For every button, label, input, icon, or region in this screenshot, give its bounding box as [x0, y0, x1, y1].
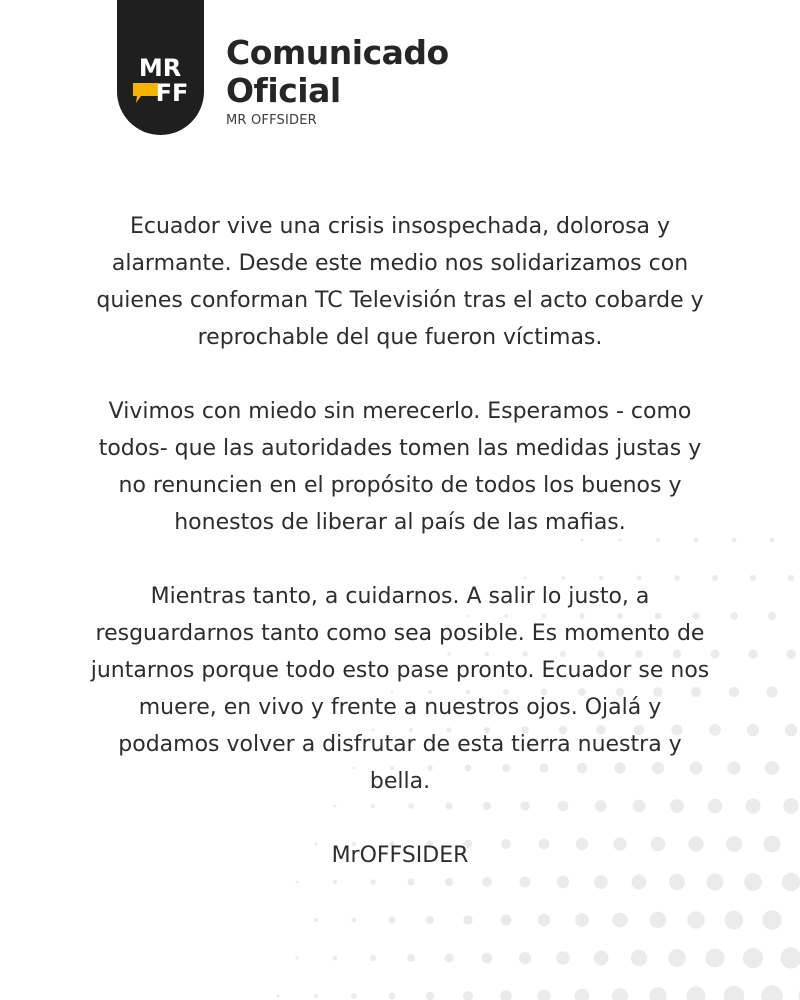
mr-offsider-logo — [117, 0, 204, 135]
halftone-dot — [463, 915, 473, 925]
halftone-dot — [761, 985, 783, 1000]
halftone-dot — [730, 612, 738, 620]
halftone-dot — [732, 538, 737, 543]
page-subtitle: MR OFFSIDER — [226, 113, 317, 128]
statement-paragraph-2: Vivimos con miedo sin merecerlo. Esperamos - como todos- que las autoridades tomen las medidas justas y no renuncien en el propósito de todos los buenos y honestos de liberar al país de las mafias. — [98, 399, 702, 535]
halftone-dot — [575, 913, 589, 927]
halftone-dot — [351, 917, 356, 922]
halftone-dot — [519, 952, 531, 964]
halftone-dot — [444, 953, 453, 962]
halftone-dot — [575, 989, 590, 1000]
halftone-dot — [407, 954, 415, 962]
halftone-dot — [743, 948, 763, 968]
halftone-dot — [744, 873, 762, 891]
halftone-dot — [765, 761, 779, 775]
halftone-dot — [314, 994, 318, 998]
header — [0, 0, 800, 150]
halftone-dot — [767, 687, 778, 698]
halftone-dot — [612, 912, 627, 927]
statement-paragraph-1: Ecuador vive una crisis insospechada, dolorosa y alarmante. Desde este medio nos solidarizamos con quienes conforman TC Televisión tras el acto cobarde y reprochable del que fueron víctimas. — [96, 214, 704, 350]
halftone-dot — [706, 873, 723, 890]
halftone-dot — [594, 951, 609, 966]
halftone-dot — [727, 761, 740, 774]
logo-mark — [117, 0, 204, 135]
halftone-dot — [649, 987, 667, 1000]
halftone-dot — [780, 947, 800, 968]
halftone-dot — [747, 724, 759, 736]
page-title-line-1: Comunicado — [226, 33, 449, 72]
halftone-dot — [445, 878, 453, 886]
halftone-dot — [556, 951, 570, 965]
halftone-dot — [687, 911, 705, 929]
speech-bubble-icon — [133, 83, 158, 103]
halftone-dot — [705, 948, 724, 967]
halftone-dot — [333, 880, 337, 884]
halftone-dot — [768, 612, 776, 620]
halftone-dot — [782, 873, 800, 891]
halftone-dot — [726, 836, 742, 852]
halftone-dot — [687, 987, 706, 1000]
halftone-dot — [482, 877, 492, 887]
halftone-dot — [296, 881, 299, 884]
halftone-dot — [750, 575, 756, 581]
halftone-dot — [712, 575, 718, 581]
halftone-dot — [785, 724, 798, 737]
halftone-dot — [389, 917, 396, 924]
halftone-dot — [388, 992, 395, 999]
statement-paragraph-3: Mientras tanto, a cuidarnos. A salir lo justo, a resguardarnos tanto como sea posible. Es momento de juntarnos porque todo esto pase pronto. Ecuador se nos muere, en vivo y frente a nuestros ojos. Ojalá y podamos volver a disfrutar de esta tierra nuestra y bella. — [90, 584, 710, 794]
logo-text-top: MR — [138, 54, 182, 82]
halftone-dot — [725, 911, 744, 930]
halftone-dot — [632, 875, 647, 890]
halftone-dot — [786, 649, 796, 659]
halftone-dot — [408, 879, 415, 886]
halftone-dot — [748, 649, 757, 658]
halftone-dot — [370, 955, 376, 961]
halftone-dot — [612, 988, 628, 1000]
page-title-line-2: Oficial — [226, 71, 341, 110]
halftone-dot — [769, 537, 774, 542]
halftone-dot — [519, 876, 530, 887]
logo-text-bottom: FF — [155, 79, 189, 107]
halftone-dot — [463, 991, 473, 1000]
halftone-dot — [333, 956, 338, 961]
halftone-dot — [482, 953, 493, 964]
title-block — [226, 34, 449, 128]
statement-body — [90, 208, 710, 874]
halftone-dot — [295, 956, 298, 959]
halftone-dot — [709, 724, 721, 736]
halftone-dot — [729, 687, 740, 698]
halftone-dot — [711, 650, 720, 659]
halftone-dot — [277, 995, 280, 998]
halftone-dot — [351, 993, 357, 999]
halftone-dot — [370, 879, 376, 885]
halftone-dot — [426, 992, 435, 1000]
halftone-dot — [500, 990, 512, 1000]
halftone-dot — [764, 836, 781, 853]
halftone-dot — [557, 876, 569, 888]
halftone-dot — [788, 575, 795, 582]
halftone-dot — [762, 910, 782, 930]
halftone-dot — [745, 798, 760, 813]
halftone-dot — [501, 915, 512, 926]
halftone-dot — [783, 798, 798, 813]
halftone-dot — [426, 916, 434, 924]
halftone-dot — [314, 918, 318, 922]
halftone-dot — [537, 989, 550, 1000]
halftone-dot — [631, 950, 647, 966]
halftone-dot — [669, 874, 685, 890]
signature: MrOFFSIDER — [331, 843, 469, 868]
halftone-dot — [594, 875, 608, 889]
halftone-dot — [724, 986, 744, 1000]
halftone-dot — [538, 914, 550, 926]
halftone-dot — [650, 912, 666, 928]
halftone-dot — [668, 949, 686, 967]
